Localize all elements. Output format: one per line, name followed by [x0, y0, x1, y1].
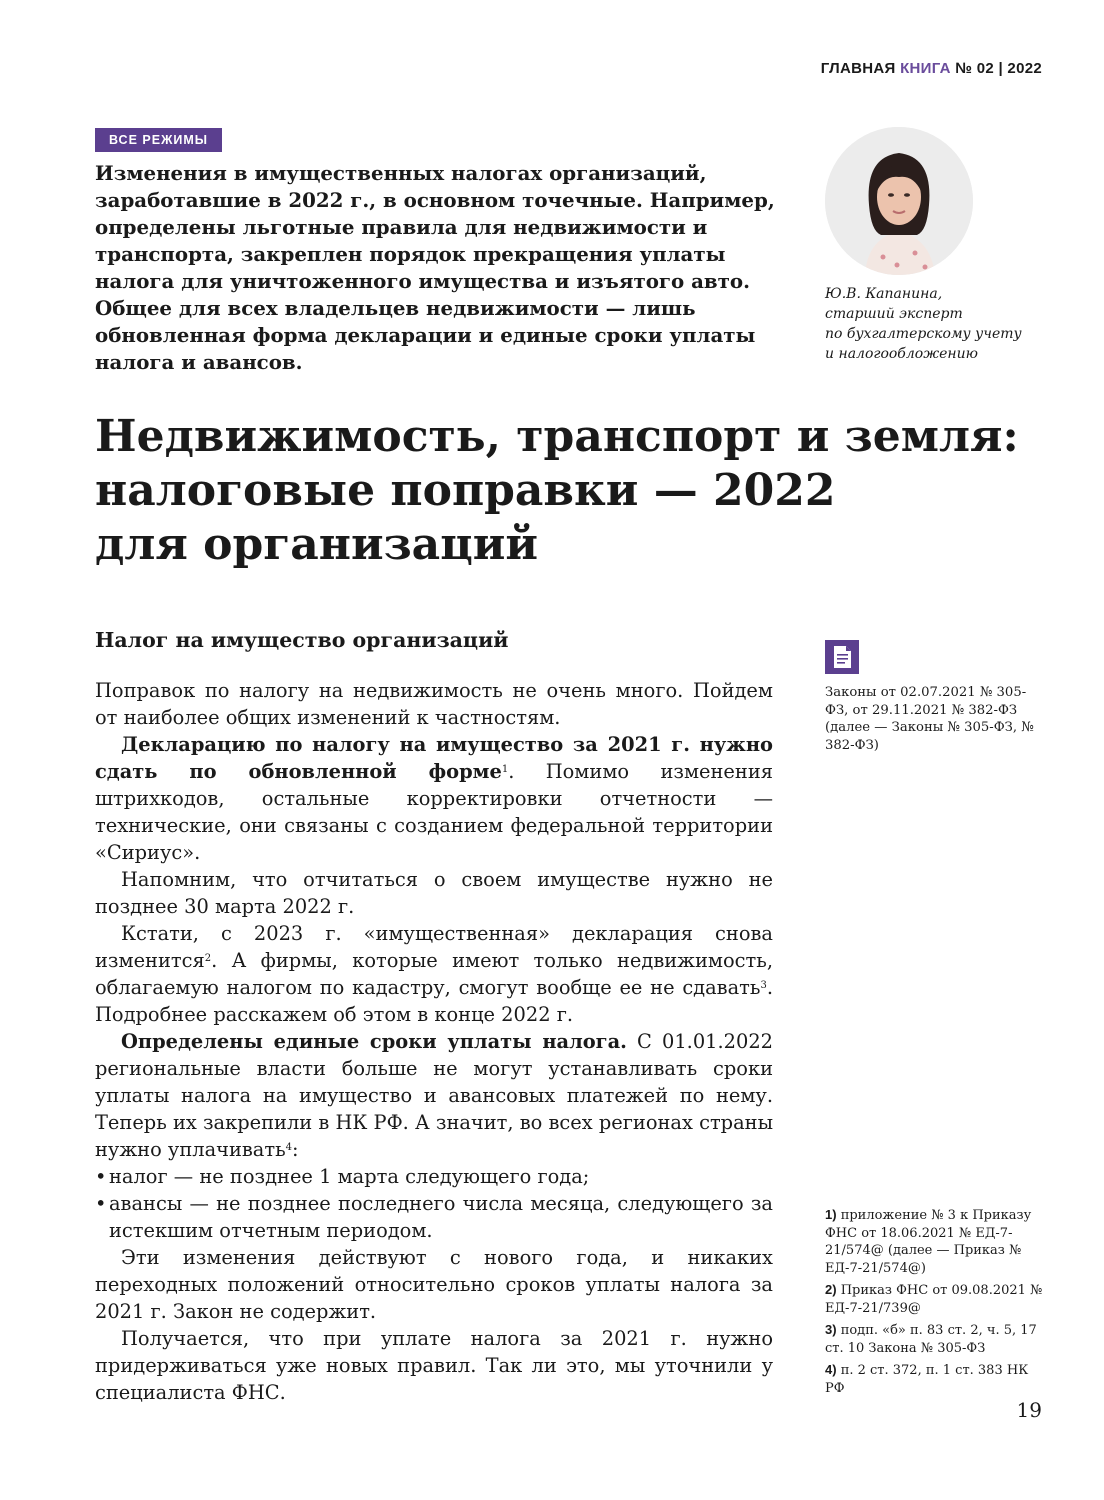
article-body: [95, 677, 773, 1406]
footnote-4-text: п. 2 ст. 372, п. 1 ст. 383 НК РФ: [825, 1363, 1029, 1396]
article-lead: Изменения в имущественных налогах организаций, заработавшие в 2022 г., в основном точечные. Например, определены льготные правила для недвижимости и транспорта, закреплен порядок прекращения уплаты налога для уничтоженного имущества и изъятого авто. Общее для всех владельцев недвижимости — лишь обновленная форма декларации и единые сроки уплаты налога и авансов.: [95, 161, 775, 374]
paragraph-6: Эти изменения действуют с нового года, и никаких переходных положений относительно сроков уплаты налога за 2021 г. Закон не содержит.: [95, 1246, 773, 1323]
paragraph-5-bold: Определены единые сроки уплаты налога.: [121, 1030, 627, 1053]
issue-number: № 02 | 2022: [955, 60, 1042, 77]
footnote-ref-3: 3: [760, 980, 767, 991]
footnote-2-number: 2): [825, 1282, 837, 1297]
footnote-4-number: 4): [825, 1362, 837, 1377]
title-line2: налоговые поправки — 2022: [95, 465, 836, 516]
author-role-line3: и налогообложению: [825, 346, 978, 362]
footnote-ref-1: 1: [501, 764, 509, 775]
paragraph-4-b: . А фирмы, которые имеют только недвижимость, облагаемую налогом по кадастру, смогут вообще ее не сдавать: [95, 949, 773, 999]
footnote-3-text: подп. «б» п. 83 ст. 2, ч. 5, 17 ст. 10 Закона № 305-ФЗ: [825, 1323, 1037, 1356]
paragraph-2-bold: Декларацию по налогу на имущество за 2021 г. нужно сдать по обновленной форме: [95, 733, 773, 783]
paragraph-5: [95, 1028, 773, 1163]
footnote-4: [825, 1361, 1050, 1397]
title-line1: Недвижимость, транспорт и земля:: [95, 411, 1019, 462]
list-item: • авансы — не позднее последнего числа месяца, следующего за истекшим отчетным периодом.: [95, 1190, 773, 1244]
side-reference: Законы от 02.07.2021 № 305-ФЗ, от 29.11.2021 № 382-ФЗ (далее — Законы № 305-ФЗ, № 382-ФЗ): [825, 685, 1034, 753]
footnotes: [825, 1206, 1050, 1401]
author-portrait-image: [825, 127, 973, 275]
footnote-3-number: 3): [825, 1322, 837, 1337]
footnote-ref-4: 4: [285, 1142, 293, 1153]
author-role-line2: по бухгалтерскому учету: [825, 326, 1022, 342]
brand-name-part2: КНИГА: [900, 60, 951, 77]
paragraph-2: [95, 731, 773, 866]
deadline-list: [95, 1163, 773, 1244]
paragraph-7: Получается, что при уплате налога за 2021 г. нужно придерживаться уже новых правил. Так ли это, мы уточнили у специалиста ФНС.: [95, 1327, 773, 1404]
footnote-2-text: Приказ ФНС от 09.08.2021 № ЕД-7-21/739@: [825, 1283, 1043, 1316]
author-role-line1: старший эксперт: [825, 306, 963, 322]
page-number: 19: [1016, 1398, 1042, 1422]
author-caption: [825, 284, 1022, 364]
footnote-3: [825, 1321, 1050, 1357]
brand-name-part1: ГЛАВНАЯ: [820, 60, 896, 77]
paragraph-3: Напомним, что отчитаться о своем имуществе нужно не позднее 30 марта 2022 г.: [95, 868, 773, 918]
footnote-1-text: приложение № 3 к Приказу ФНС от 18.06.2021 № ЕД-7-21/574@ (далее — Приказ № ЕД-7-21/574@): [825, 1208, 1032, 1276]
author-name: Ю.В. Капанина,: [825, 286, 943, 302]
footnote-2: [825, 1281, 1050, 1317]
paragraph-2-rest: . Помимо изменения штрихкодов, остальные корректировки отчетности — технические, они связаны с созданием федеральной территории «Сириус».: [95, 760, 773, 864]
list-item: • налог — не позднее 1 марта следующего года;: [95, 1163, 773, 1190]
paragraph-4-c: . Подробнее расскажем об этом в конце 2022 г.: [95, 976, 773, 1026]
footnote-1: [825, 1206, 1050, 1277]
paragraph-5-end: :: [292, 1138, 299, 1161]
paragraph-4-a: Кстати, с 2023 г. «имущественная» декларация снова изменится: [95, 922, 773, 972]
magazine-header: [821, 60, 1042, 77]
footnote-ref-2: 2: [204, 953, 212, 964]
author-photo: [825, 127, 973, 275]
footnote-1-number: 1): [825, 1207, 837, 1222]
category-tag: ВСЕ РЕЖИМЫ: [95, 128, 222, 152]
paragraph-4: [95, 920, 773, 1028]
paragraph-5-rest: С 01.01.2022 региональные власти больше не могут устанавливать сроки уплаты налога на имущество и авансовых платежей по нему. Теперь их закрепили в НК РФ. А значит, во всех регионах страны нужно уплачивать: [95, 1030, 774, 1161]
title-line3: для организаций: [95, 519, 538, 570]
document-icon: [825, 640, 859, 674]
paragraph-1: Поправок по налогу на недвижимость не очень много. Пойдем от наиболее общих изменений к частностям.: [95, 679, 773, 729]
article-title: [95, 410, 1075, 572]
section-heading: Налог на имущество организаций: [95, 628, 509, 652]
